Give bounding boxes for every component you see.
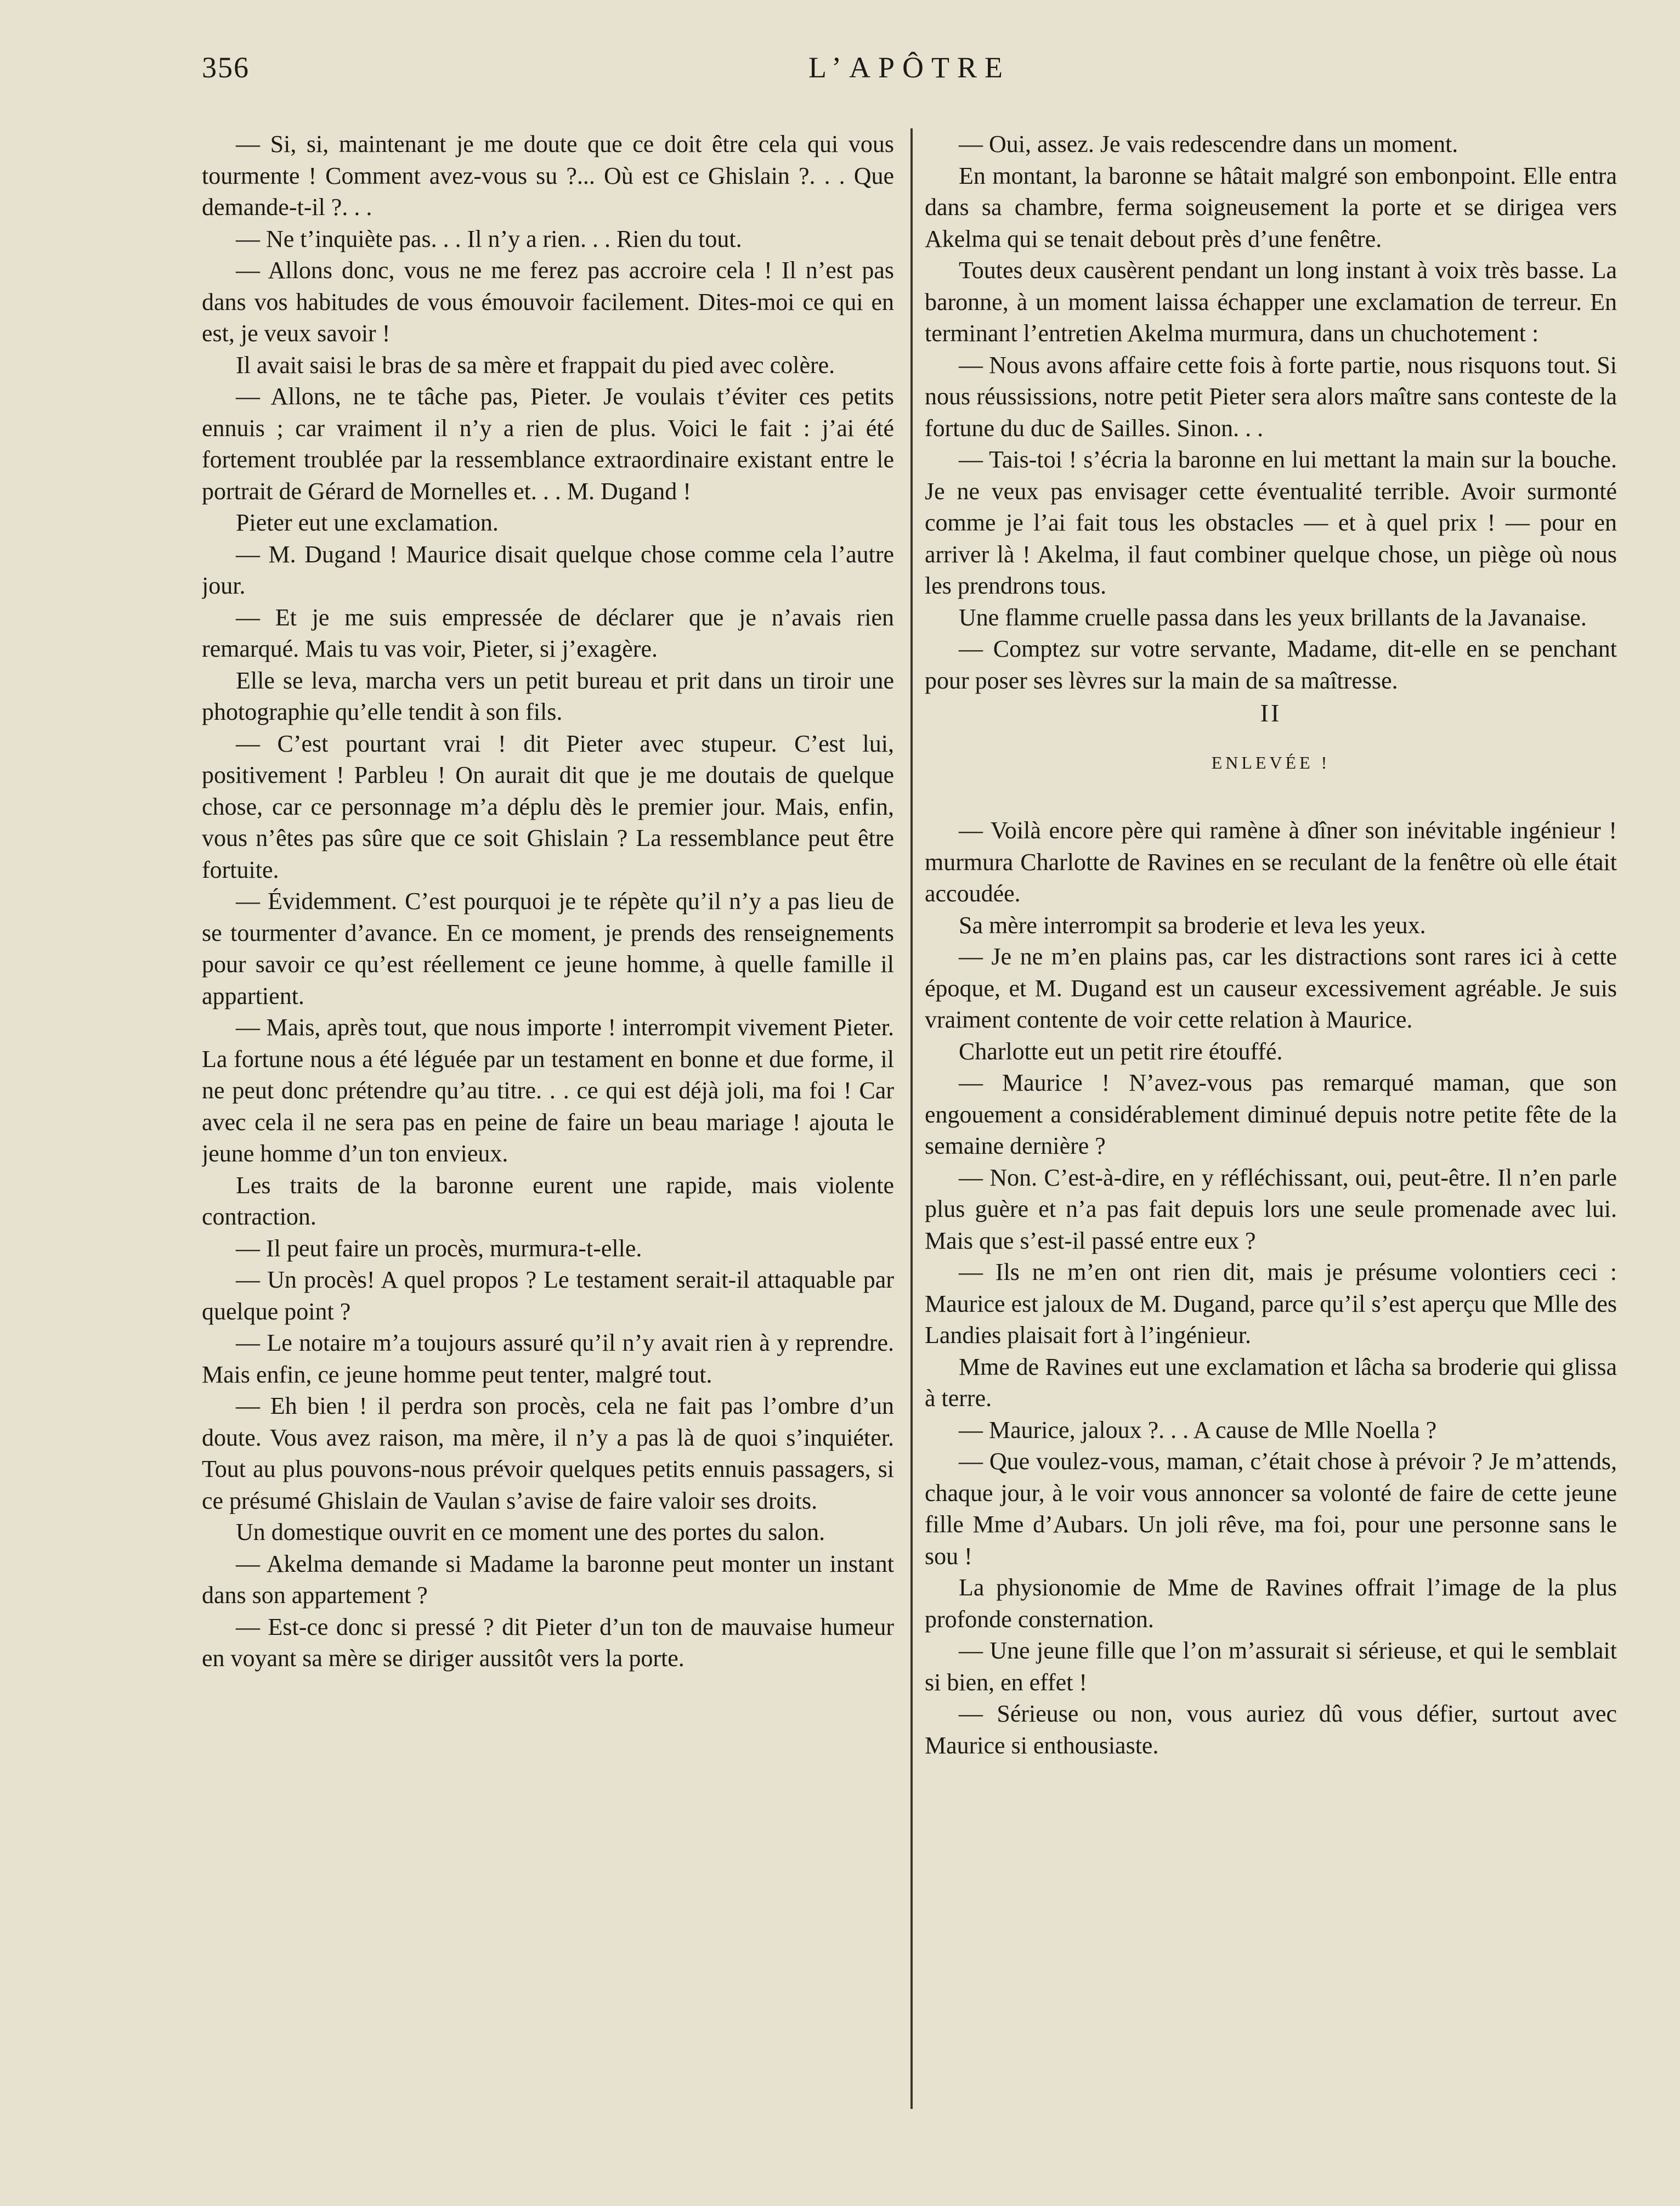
paragraph: — C’est pourtant vrai ! dit Pieter avec stupeur. C’est lui, positivement ! Parbleu ! On aurait dit que je me doutais de quelque chose, car ce personnage m’a déplu dès le premier jour. Mais, enfin, vous n’êtes pas sûre que ce soit Ghislain ? La ressemblance peut être fortuite.	[202, 730, 894, 883]
paragraph: — M. Dugand ! Maurice disait quelque chose comme cela l’autre jour.	[202, 540, 894, 599]
paragraph: — Nous avons affaire cette fois à forte partie, nous risquons tout. Si nous réussissions, notre petit Pieter sera alors maître sans conteste de la fortune du duc de Sailles. Sinon. . .	[925, 351, 1617, 442]
paragraph: — Que voulez-vous, maman, c’était chose à prévoir ? Je m’attends, chaque jour, à le voir vous annoncer sa volonté de faire de cette jeune fille Mme d’Aubars. Un joli rêve, ma foi, pour une personne sans le sou !	[925, 1448, 1617, 1570]
paragraph: — Oui, assez. Je vais redescendre dans un moment.	[959, 131, 1458, 157]
page-number: 356	[202, 51, 250, 84]
paragraph: — Sérieuse ou non, vous auriez dû vous défier, surtout avec Maurice si enthousiaste.	[925, 1700, 1617, 1759]
paragraph: Une flamme cruelle passa dans les yeux brillants de la Javanaise.	[959, 603, 1587, 631]
paragraph: — Maurice, jaloux ?. . . A cause de Mlle Noella ?	[959, 1416, 1437, 1443]
paragraph: — Eh bien ! il perdra son procès, cela ne fait pas l’ombre d’un doute. Vous avez raison, ma mère, il n’y a pas là de quoi s’inquiéter. Tout au plus pouvons-nous prévoir quelques petits ennuis passagers, si ce présumé Ghislain de Vaulan s’avise de faire valoir ses droits.	[202, 1392, 894, 1514]
paragraph: — Et je me suis empressée de déclarer que je n’avais rien remarqué. Mais tu vas voir, Pieter, si j’exagère.	[202, 603, 894, 662]
paragraph: En montant, la baronne se hâtait malgré son embonpoint. Elle entra dans sa chambre, ferma soigneusement la porte et se dirigea vers Akelma qui se tenait debout près d’une fenêtre.	[925, 162, 1617, 252]
paragraph: — Il peut faire un procès, murmura-t-elle.	[236, 1234, 642, 1262]
paragraph: Il avait saisi le bras de sa mère et frappait du pied avec colère.	[236, 351, 835, 379]
column-divider	[910, 128, 913, 2109]
paragraph: — Est-ce donc si pressé ? dit Pieter d’un ton de mauvaise humeur en voyant sa mère se diriger aussitôt vers la porte.	[202, 1613, 894, 1672]
chapter-number: II	[1260, 699, 1282, 727]
paragraph: — Allons, ne te tâche pas, Pieter. Je voulais t’éviter ces petits ennuis ; car vraiment il n’y a rien de plus. Voici le fait : j’ai été fortement troublée par la ressemblance extraordinaire existant entre le portrait de Gérard de Mornelles et. . . M. Dugand !	[202, 383, 894, 505]
paragraph: Mme de Ravines eut une exclamation et lâcha sa broderie qui glissa à terre.	[925, 1353, 1617, 1412]
paragraph: — Une jeune fille que l’on m’assurait si sérieuse, et qui le semblait si bien, en effet !	[925, 1637, 1617, 1696]
left-column	[202, 128, 894, 2131]
paragraph: Toutes deux causèrent pendant un long instant à voix très basse. La baronne, à un moment laissa échapper une exclamation de terreur. En terminant l’entretien Akelma murmura, dans un chuchotement :	[925, 257, 1617, 347]
right-column-before-chapter	[925, 128, 1617, 696]
running-title: L’APÔTRE	[808, 51, 1011, 84]
paragraph: — Ils ne m’en ont rien dit, mais je présume volontiers ceci : Maurice est jaloux de M. Dugand, parce qu’il s’est aperçu que Mlle des Landies plaisait fort à l’ingénieur.	[925, 1259, 1617, 1349]
paragraph: — Comptez sur votre servante, Madame, dit-elle en se penchant pour poser ses lèvres sur la main de sa maîtresse.	[925, 635, 1617, 694]
paragraph: — Un procès! A quel propos ? Le testament serait-il attaquable par quelque point ?	[202, 1266, 894, 1325]
paragraph: — Voilà encore père qui ramène à dîner son inévitable ingénieur ! murmura Charlotte de Ravines en se reculant de la fenêtre où elle était accoudée.	[925, 817, 1617, 907]
paragraph: Elle se leva, marcha vers un petit bureau et prit dans un tiroir une photographie qu’elle tendit à son fils.	[202, 667, 894, 725]
paragraph: Charlotte eut un petit rire étouffé.	[959, 1037, 1283, 1065]
paragraph: — Tais-toi ! s’écria la baronne en lui mettant la main sur la bouche. Je ne veux pas envisager cette éventualité terrible. Avoir surmonté comme je l’ai fait tous les obstacles — et à quel prix ! — pour en arriver là ! Akelma, il faut combiner quelque chose, un piège où nous les prendrons tous.	[925, 446, 1617, 599]
paragraph: — Ne t’inquiète pas. . . Il n’y a rien. . . Rien du tout.	[236, 225, 742, 252]
chapter-title: ENLEVÉE !	[1211, 753, 1331, 772]
right-column-after-chapter	[925, 815, 1617, 1761]
paragraph: — Allons donc, vous ne me ferez pas accroire cela ! Il n’est pas dans vos habitudes de vous émouvoir facilement. Dites-moi ce qui en est, je veux savoir !	[202, 257, 894, 347]
paragraph: Pieter eut une exclamation.	[236, 509, 499, 536]
paragraph: — Évidemment. C’est pourquoi je te répète qu’il n’y a pas lieu de se tourmenter d’avance. En ce moment, je prends des renseignements pour savoir ce qu’est réellement ce jeune homme, à quelle famille il appartient.	[202, 888, 894, 1009]
paragraph: La physionomie de Mme de Ravines offrait l’image de la plus profonde consternation.	[925, 1574, 1617, 1633]
paragraph: — Mais, après tout, que nous importe ! interrompit vivement Pieter. La fortune nous a été léguée par un testament en bonne et due forme, il ne peut donc prétendre qu’au titre. . . ce qui est déjà joli, ma foi ! Car avec cela il ne sera pas en peine de faire un beau mariage ! ajouta le jeune homme d’un ton envieux.	[202, 1014, 894, 1167]
paragraph: — Non. C’est-à-dire, en y réfléchissant, oui, peut-être. Il n’en parle plus guère et n’a pas fait depuis lors une seule promenade avec lui. Mais que s’est-il passé entre eux ?	[925, 1164, 1617, 1254]
paragraph: — Maurice ! N’avez-vous pas remarqué maman, que son engouement a considérablement diminué depuis notre petite fête de la semaine dernière ?	[925, 1069, 1617, 1159]
paragraph: — Akelma demande si Madame la baronne peut monter un instant dans son appartement ?	[202, 1550, 894, 1609]
paragraph: — Le notaire m’a toujours assuré qu’il n’y avait rien à y reprendre. Mais enfin, ce jeune homme peut tenter, malgré tout.	[202, 1329, 894, 1388]
paragraph: — Si, si, maintenant je me doute que ce doit être cela qui vous tourmente ! Comment avez-vous su ?... Où est ce Ghislain ?. . . Que demande-t-il ?. . .	[202, 131, 894, 221]
paragraph: Sa mère interrompit sa broderie et leva les yeux.	[959, 911, 1426, 939]
paragraph: Les traits de la baronne eurent une rapide, mais violente contraction.	[202, 1171, 894, 1230]
paragraph: Un domestique ouvrit en ce moment une des portes du salon.	[236, 1519, 825, 1545]
paragraph: — Je ne m’en plains pas, car les distractions sont rares ici à cette époque, et M. Dugand est un causeur excessivement agréable. Je suis vraiment contente de voir cette relation à Maurice.	[925, 943, 1617, 1033]
page-header	[202, 50, 1617, 94]
right-column	[925, 128, 1617, 2131]
